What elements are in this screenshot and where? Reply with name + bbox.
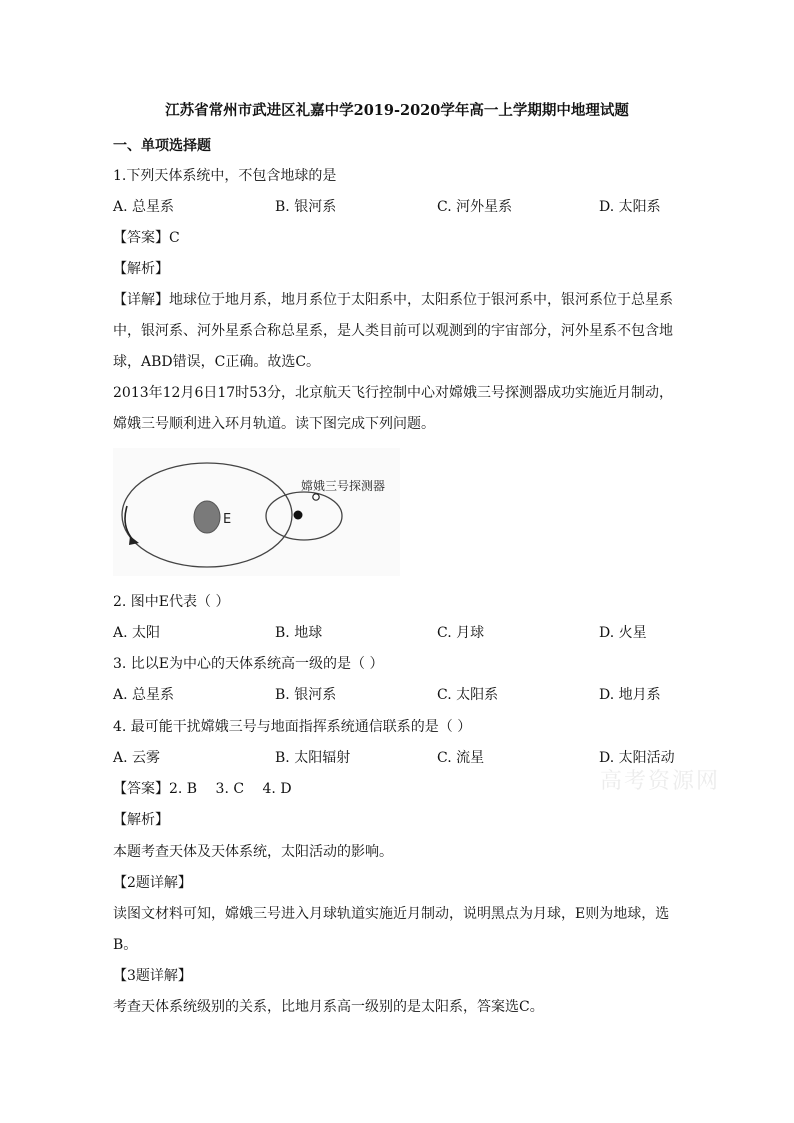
q4-option-d: D. 太阳活动 bbox=[599, 750, 675, 766]
q1-answer: 【答案】C bbox=[113, 230, 180, 246]
q2-option-a: A. 太阳 bbox=[113, 625, 161, 641]
orbit-direction-arrowhead bbox=[129, 536, 139, 545]
q4-option-b: B. 太阳辐射 bbox=[275, 750, 351, 766]
q3-option-d: D. 地月系 bbox=[599, 687, 661, 703]
earth-e-label: E bbox=[223, 512, 232, 527]
q4-option-c: C. 流星 bbox=[437, 750, 485, 766]
q1-detail-line-3: 球，ABD错误，C正确。故选C。 bbox=[113, 354, 321, 370]
q1-option-c: C. 河外星系 bbox=[437, 199, 513, 215]
section-heading: 一、单项选择题 bbox=[113, 138, 211, 154]
q1-detail-line-1: 【详解】地球位于地月系，地月系位于太阳系中，太阳系位于银河系中，银河系位于总星系 bbox=[113, 292, 673, 308]
q4-option-a: A. 云雾 bbox=[113, 750, 161, 766]
q3-option-b: B. 银河系 bbox=[275, 687, 337, 703]
q1-option-b: B. 银河系 bbox=[275, 199, 337, 215]
q2-detail-line-2: B。 bbox=[113, 937, 138, 953]
earth-e-body bbox=[194, 501, 220, 533]
q2-detail-label: 【2题详解】 bbox=[113, 875, 192, 891]
q3-option-a: A. 总星系 bbox=[113, 687, 175, 703]
watermark: 高考资源网 bbox=[600, 769, 721, 794]
q2-option-d: D. 火星 bbox=[599, 625, 647, 641]
orbit-direction-arc bbox=[125, 506, 133, 540]
analysis-2-label: 【解析】 bbox=[113, 812, 169, 828]
q1-analysis-label: 【解析】 bbox=[113, 261, 169, 277]
probe-marker bbox=[313, 494, 319, 500]
q3-option-c: C. 太阳系 bbox=[437, 687, 499, 703]
q3-detail-text: 考查天体系统级别的关系，比地月系高一级别的是太阳系，答案选C。 bbox=[113, 999, 544, 1015]
question-1-stem: 1.下列天体系统中，不包含地球的是 bbox=[113, 168, 337, 184]
intro-line-1: 2013年12月6日17时53分，北京航天飞行控制中心对嫦娥三号探测器成功实施近月制动， bbox=[113, 385, 673, 401]
answers-2-4: 【答案】2. B 3. C 4. D bbox=[113, 781, 292, 797]
q3-detail-label: 【3题详解】 bbox=[113, 968, 192, 984]
q2-option-b: B. 地球 bbox=[275, 625, 323, 641]
intro-line-2: 嫦娥三号顺利进入环月轨道。读下图完成下列问题。 bbox=[113, 416, 435, 432]
question-2-stem: 2. 图中E代表（ ） bbox=[113, 594, 230, 610]
document-title: 江苏省常州市武进区礼嘉中学2019-2020学年高一上学期期中地理试题 bbox=[165, 102, 629, 119]
lunar-orbit bbox=[266, 492, 342, 540]
question-4-stem: 4. 最可能干扰嫦娥三号与地面指挥系统通信联系的是（ ） bbox=[113, 719, 472, 735]
q1-option-a: A. 总星系 bbox=[113, 199, 175, 215]
q1-detail-line-2: 中，银河系、河外星系合称总星系，是人类目前可以观测到的宇宙部分，河外星系不包含地 bbox=[113, 323, 673, 339]
orbit-diagram bbox=[113, 448, 400, 576]
q2-option-c: C. 月球 bbox=[437, 625, 485, 641]
moon-dot bbox=[294, 511, 303, 520]
q2-detail-line-1: 读图文材料可知，嫦娥三号进入月球轨道实施近月制动，说明黑点为月球，E则为地球，选 bbox=[113, 906, 670, 922]
analysis-2-text: 本题考查天体及天体系统，太阳活动的影响。 bbox=[113, 844, 393, 860]
probe-label: 嫦娥三号探测器 bbox=[301, 479, 386, 493]
q1-option-d: D. 太阳系 bbox=[599, 199, 661, 215]
question-3-stem: 3. 比以E为中心的天体系统高一级的是（ ） bbox=[113, 656, 384, 672]
orbit-figure bbox=[113, 448, 400, 576]
